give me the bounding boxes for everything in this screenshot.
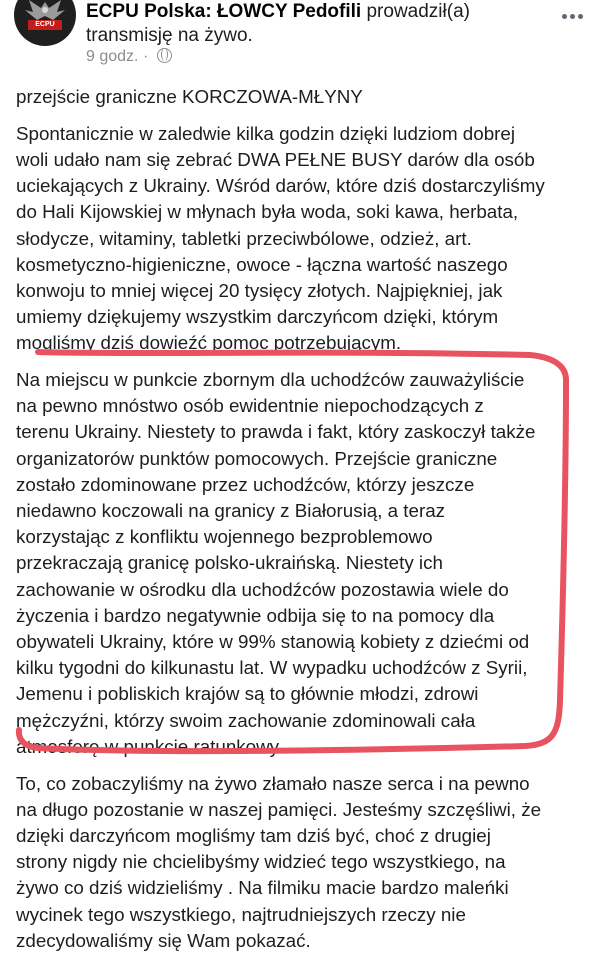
post-meta [86, 47, 172, 67]
post-action-line1: prowadził(a) [366, 1, 470, 22]
text-line: woli udało nam się zebrać DWA PEŁNE BUSY darów dla osób [16, 148, 535, 170]
text-line: na długo pozostanie w naszej pamięci. Jesteśmy szczęśliwi, że [16, 798, 542, 820]
text-line: mogliśmy dziś dowieźć pomoc potrzebującym. [16, 332, 402, 354]
text-line: terenu Ukrainy. Niestety to prawda i fakt, który zaskoczył także [16, 421, 536, 443]
text-line: strony nigdy nie chcielibyśmy widzieć tego wszystkiego, na [16, 851, 506, 873]
globe-icon [157, 48, 172, 63]
text-line: niedawno koczowali na granicy z Białorusią, a teraz [16, 500, 446, 522]
text-line: kilku tygodni do kilkunastu lat. W wypadku uchodźców z Syrii, [16, 657, 528, 679]
text-line: przekraczają granicę polsko-ukraińską. Niestety ich [16, 552, 443, 574]
text-line: zachowanie w ośrodku dla uchodźców pozostawia wiele do [16, 578, 509, 600]
avatar-label: ECPU [28, 20, 62, 30]
paragraph-2 [16, 367, 591, 760]
text-line: mężczyźni, którzy swoim zachowanie zdominowali cała [16, 709, 476, 731]
text-line: To, co zobaczyliśmy na żywo złamało nasze serca i na pewno [16, 772, 530, 794]
text-line: organizatorów punktów pomocowych. Przejście graniczne [16, 447, 498, 469]
text-line: atmosferę w punkcie ratunkowy. [16, 735, 283, 757]
meta-separator: · [142, 48, 149, 65]
post-title [86, 0, 546, 48]
text-line: Na miejscu w punkcie zbornym dla uchodźców zauważyliście [16, 369, 525, 391]
post-header [0, 0, 600, 75]
page-avatar[interactable] [14, 0, 76, 46]
post-timestamp[interactable]: 9 godz. [86, 48, 139, 65]
text-line: dzięki darczyńcom mogliśmy tam dziś być, choć z drugiej [16, 824, 491, 846]
text-line: uciekających z Ukrainy. Wśród darów, które dziś dostarczyliśmy [16, 175, 545, 197]
text-line: obywateli Ukrainy, które w 99% stanowią kobiety z dziećmi od [16, 631, 530, 653]
paragraph-1 [16, 121, 591, 357]
post-heading: przejście graniczne KORCZOWA-MŁYNY [16, 86, 363, 107]
paragraph-3 [16, 771, 591, 954]
post-action-line2: transmisję na żywo. [86, 25, 253, 46]
text-line: zostało zdominowane przez uchodźców, którzy jeszcze [16, 473, 475, 495]
author-name[interactable]: ECPU Polska: ŁOWCY Pedofili [86, 1, 362, 22]
text-line: wycinek tego wszystkiego, najtrudniejszych rzeczy nie [16, 903, 466, 925]
text-line: kosmetyczno-higieniczne, owoce - łączna wartość naszego [16, 253, 508, 275]
text-line: żywo co dziś widzieliśmy . Na filmiku macie bardzo maleńki [16, 877, 509, 899]
text-line: słodycze, witaminy, tabletki przeciwbólowe, odzież, art. [16, 227, 472, 249]
text-line: konwoju to mniej więcej 20 tysięcy złotych. Najpiękniej, jak [16, 279, 503, 301]
post-body [16, 84, 591, 965]
text-line: do Hali Kijowskiej w młynach była woda, soki kawa, herbata, [16, 201, 519, 223]
text-line: umiemy dziękujemy wszystkim darczyńcom dzięki, którym [16, 306, 499, 328]
text-line: Spontanicznie w zaledwie kilka godzin dzięki ludziom dobrej [16, 122, 516, 144]
text-line: Jemenu i pobliskich krajów są to głównie młodzi, zdrowi [16, 683, 479, 705]
text-line: na pewno mnóstwo osób ewidentnie niepochodzących z [16, 395, 484, 417]
text-line: życzenia i bardzo negatywnie odbija się to na pomocy dla [16, 604, 495, 626]
text-line: zdecydowaliśmy się Wam pokazać. [16, 929, 311, 951]
more-horizontal-icon[interactable] [562, 6, 590, 16]
text-line: korzystając z konfliktu wojennego bezproblemowo [16, 526, 433, 548]
